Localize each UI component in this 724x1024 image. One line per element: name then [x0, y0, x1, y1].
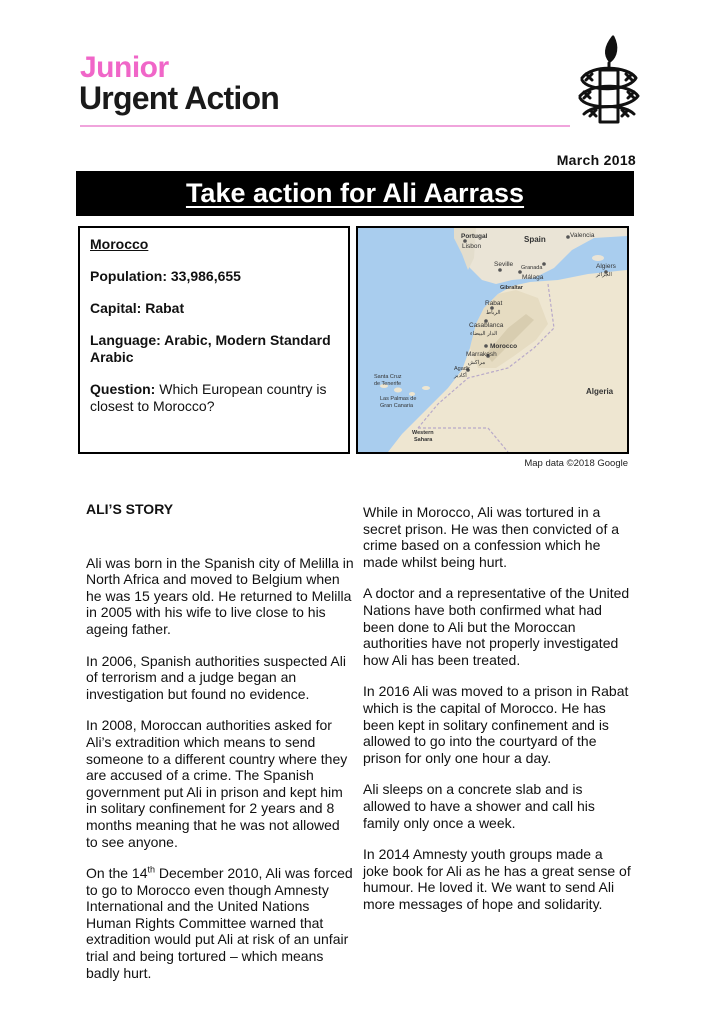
story-paragraph-8: Ali sleeps on a concrete slab and is allowed to have a shower and call his family only once a week. — [363, 781, 595, 831]
fact-population: Population: 33,986,655 — [90, 268, 241, 284]
country-fact-box — [78, 226, 350, 454]
fact-country: Morocco — [90, 236, 149, 252]
header-divider — [80, 125, 570, 127]
map-label-western-1: Western — [412, 430, 434, 436]
map-image — [356, 226, 629, 454]
map-label-casablanca-ar: الدار البيضاء — [470, 331, 498, 337]
map-label-agadir-ar: أكادير — [454, 373, 467, 379]
map-label-algiers-ar: الجزائر — [596, 272, 612, 278]
story-column-right — [363, 504, 631, 927]
map-label-seville: Seville — [494, 261, 514, 268]
map-label-valencia: Valencia — [570, 232, 595, 239]
logo-urgent-action: Urgent Action — [79, 80, 279, 116]
p4-post: December 2010, Ali was forced to go to Morocco even though Amnesty International and the United Nations Human Rights Committee warned that extradition would put Ali at risk of an unfair trial and being tortured – which means badly hurt. — [86, 865, 353, 981]
p4-sup: th — [147, 864, 156, 875]
story-column-left — [86, 501, 354, 996]
map-label-agadir: Agadir — [454, 366, 470, 372]
story-paragraph-3: In 2008, Moroccan authorities asked for Ali’s extradition which means to send someone to a different country where they are accused of a crime. The Spanish government put Ali in prison and kept him in solitary confinement for 2 years and 8 months meaning that he was not allowed to see anyone. — [86, 717, 348, 850]
story-paragraph-2: In 2006, Spanish authorities suspected Ali of terrorism and a judge began an investigation but found no evidence. — [86, 652, 346, 702]
p4-pre: On the 14 — [86, 865, 148, 882]
question-label: Question: — [90, 381, 156, 397]
story-heading: ALI’S STORY — [86, 501, 174, 517]
map-label-las-palmas-1: Las Palmas de — [380, 396, 417, 402]
story-paragraph-9: In 2014 Amnesty youth groups made a joke book for Ali as he has a great sense of humour. He loved it. We want to send Ali more messages of hope and solidarity. — [363, 846, 631, 912]
story-paragraph-6: A doctor and a representative of the United Nations have both confirmed what had been done to Ali but the Moroccan authorities have not properly investigated how Ali has been treated. — [363, 585, 630, 668]
amnesty-candle-icon — [572, 34, 644, 130]
story-paragraph-5: While in Morocco, Ali was tortured in a secret prison. He was then convicted of a crime based on a confession which he made whilst being hurt. — [363, 504, 620, 570]
map-label-malaga: Málaga — [522, 274, 544, 281]
map-label-algeria: Algeria — [586, 387, 614, 396]
fact-language: Language: Arabic, Modern Standard Arabic — [90, 332, 331, 365]
question-text: Which European country is closest to Morocco? — [90, 381, 327, 414]
logo-junior: Junior — [80, 51, 169, 84]
map-label-lisbon: Lisbon — [462, 243, 482, 250]
map-label-spain: Spain — [524, 235, 546, 244]
map-label-las-palmas-2: Gran Canaria — [380, 403, 414, 409]
fact-question — [90, 381, 338, 415]
title-bar — [76, 171, 634, 216]
map-credit: Map data ©2018 Google — [524, 458, 628, 469]
map-label-morocco: Morocco — [490, 343, 518, 350]
story-paragraph-4 — [86, 865, 354, 981]
map-label-santa-cruz-1: Santa Cruz — [374, 374, 402, 380]
map-label-portugal: Portugal — [461, 233, 488, 240]
map-label-algiers: Algiers — [596, 263, 616, 270]
map-label-gibraltar: Gibraltar — [500, 285, 523, 291]
map-label-marrakesh: Marrakesh — [466, 351, 497, 358]
fact-capital: Capital: Rabat — [90, 300, 185, 316]
map-label-granada: Granada — [521, 265, 543, 271]
map-label-rabat: Rabat — [485, 300, 503, 307]
map-label-western-2: Sahara — [414, 437, 433, 443]
map-label-casablanca: Casablanca — [469, 322, 504, 329]
map-label-santa-cruz-2: de Tenerife — [374, 381, 402, 387]
story-paragraph-1: Ali was born in the Spanish city of Melilla in North Africa and moved to Belgium when he was 15 years old. He returned to Melilla in 2005 with his wife to live close to his ageing father. — [86, 554, 354, 637]
map-label-marrakesh-ar: مراكش — [468, 360, 486, 366]
map-label-rabat-ar: الرباط — [486, 310, 501, 316]
page-title: Take action for Ali Aarrass — [185, 178, 525, 208]
issue-date: March 2018 — [556, 152, 636, 168]
story-paragraph-7: In 2016 Ali was moved to a prison in Rabat which is the capital of Morocco. He has been kept in solitary confinement and is allowed to go into the courtyard of the prison for only one hour a day. — [363, 683, 629, 766]
